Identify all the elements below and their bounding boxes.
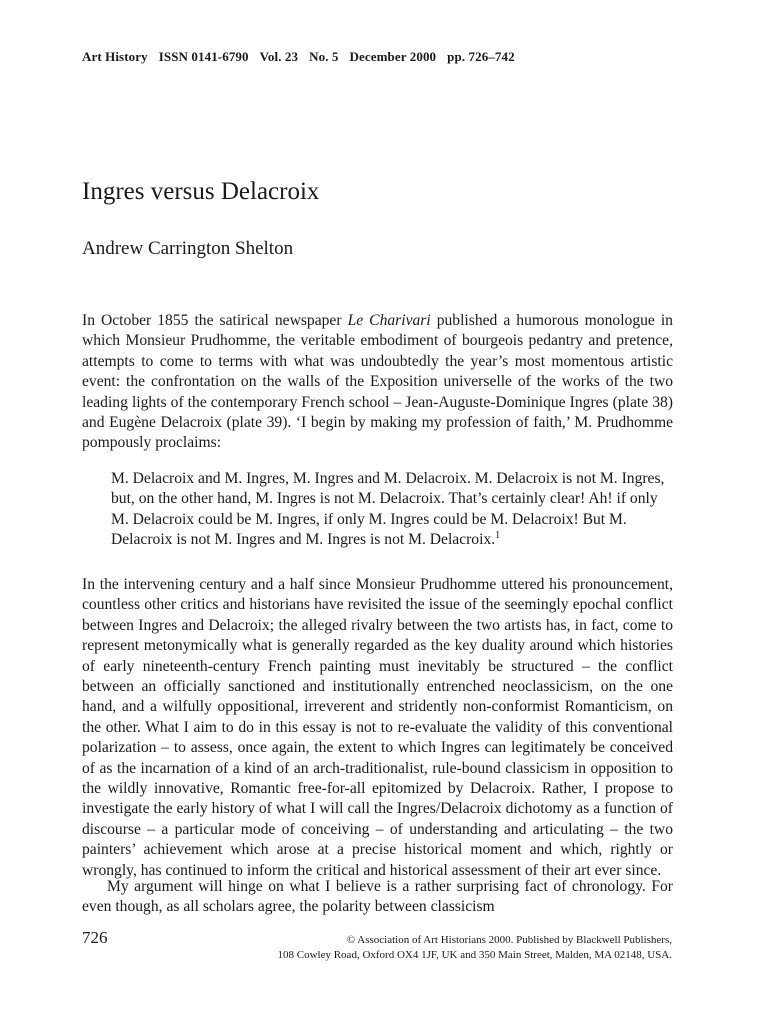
copyright-line-2: 108 Cowley Road, Oxford OX4 1JF, UK and 350 Main Street, Malden, MA 02148, USA. [277, 949, 672, 961]
paragraph-1-rest: published a humorous monologue in which Monsieur Prudhomme, the veritable embodiment of bourgeois pedantry and pretence, attempts to come to terms with what was undoubtedly the year’s most momentous artistic event: the confrontation on the walls of the Exposition universelle of the works of the two leading lights of the contemporary French school – Jean-Auguste-Dominique Ingres (plate 38) and Eugène Delacroix (plate 39). ‘I begin by making my profession of faith,’ M. Prudhomme pompously proclaims: [82, 312, 673, 452]
footnote-ref-1[interactable]: 1 [495, 530, 501, 542]
paragraph-2: In the intervening century and a half since Monsieur Prudhomme uttered his pronouncement, countless other critics and historians have revisited the issue of the seemingly epochal conflict between Ingres and Delacroix; the alleged rivalry between the two artists has, in fact, come to represent metonymically what is generally regarded as the key duality around which histories of early nineteenth-century French painting must inevitably be structured – the conflict between an officially sanctioned and institutionally entrenched neoclassicism, on the one hand, and a wilfully oppositional, irreverent and stridently non-conformist Romanticism, on the other. What I aim to do in this essay is not to re-evaluate the validity of this conventional polarization – to assess, once again, the extent to which Ingres can legitimately be conceived of as the incarnation of a kind of an arch-traditionalist, rule-bound classicism in opposition to the wildly innovative, Romantic free-for-all epitomized by Delacroix. Rather, I propose to investigate the early history of what I will call the Ingres/Delacroix dichotomy as a function of discourse – a particular mode of conceiving – of understanding and articulating – the two painters’ achievement which arose at a precise historical moment and which, rightly or wrongly, has continued to inform the critical and historical assessment of their art ever since. [82, 576, 673, 879]
issue-date: December 2000 [349, 49, 437, 64]
copyright-notice [278, 933, 673, 963]
newspaper-title: Le Charivari [347, 312, 431, 329]
page-number: 726 [82, 928, 108, 947]
issue-number: No. 5 [309, 49, 339, 64]
paragraph-3: My argument will hinge on what I believe is a rather surprising fact of chronology. For even though, as all scholars agree, the polarity between classicism [82, 878, 673, 916]
quote-text: M. Delacroix and M. Ingres, M. Ingres and M. Delacroix. M. Delacroix is not M. Ingres, but, on the other hand, M. Ingres is not M. Delacroix. That’s certainly clear! Ah! if only M. Delacroix could be M. Ingres, if only M. Ingres could be M. Delacroix! But M. Delacroix is not M. Ingres and M. Ingres is not M. Delacroix. [111, 470, 665, 549]
volume: Vol. 23 [259, 49, 299, 64]
block-quote [111, 469, 671, 551]
paragraph-1-lead: In October 1855 the satirical newspaper [82, 312, 348, 329]
issn: ISSN 0141-6790 [158, 49, 249, 64]
journal-name: Art History [82, 49, 148, 64]
paragraph-1 [82, 311, 673, 454]
running-head [82, 49, 526, 65]
article-author: Andrew Carrington Shelton [82, 238, 294, 259]
page-range: pp. 726–742 [447, 49, 515, 64]
article-title: Ingres versus Delacroix [82, 178, 320, 205]
copyright-line-1: © Association of Art Historians 2000. Published by Blackwell Publishers, [346, 934, 672, 946]
